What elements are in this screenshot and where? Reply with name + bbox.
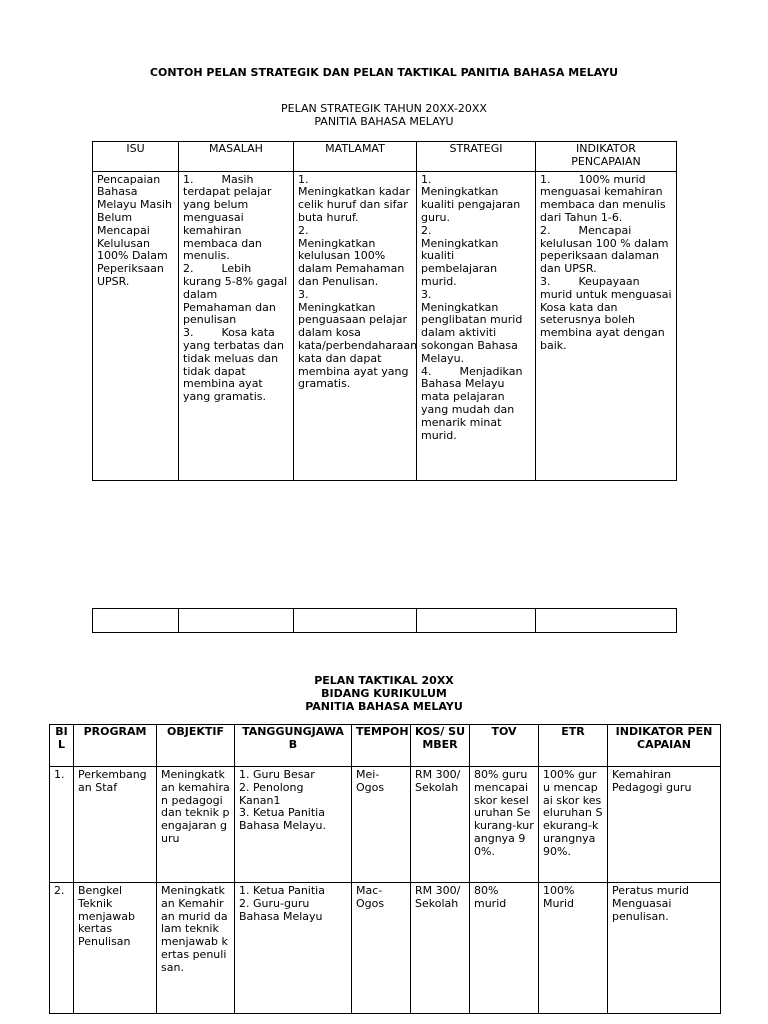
cell-tempoh: Mac-Ogos [352,883,411,1014]
empty-cell [536,609,677,633]
cell-masalah [179,171,294,480]
empty-cell [417,609,536,633]
table-row [50,767,721,883]
list-item: 2. Mencapai kelulusan 100 % dalam peperiksaan dalaman dan UPSR. [540,223,669,276]
empty-cell [179,609,294,633]
cell-tempoh: Mei-Ogos [352,767,411,883]
cell-bil: 1. [50,767,74,883]
cell-bil: 2. [50,883,74,1014]
list-item: 1. Ketua Panitia [239,884,325,897]
list-item: 4. Menjadikan Bahasa Melayu mata pelajaran yang mudah dan menarik minat murid. [421,364,523,442]
table-row [50,883,721,1014]
cell-strategi [417,171,536,480]
cell-program: Perkembangan Staf [74,767,157,883]
list-item: 3. Ketua Panitia Bahasa Melayu. [239,806,327,833]
cell-isu: Pencapaian Bahasa Melayu Masih Belum Mencapai Kelulusan 100% Dalam Peperiksaan UPSR. [93,171,179,480]
list-item: 2. Lebih kurang 5-8% gagal dalam Pemahaman dan penulisan [183,262,288,327]
main-title: CONTOH PELAN STRATEGIK DAN PELAN TAKTIKAL PANITIA BAHASA MELAYU [149,66,619,79]
list-item: 2. Meningkatkan kualiti pembelajaran murid. [421,223,499,288]
list-item: 1. Meningkatkan kadar celik huruf dan sifar buta huruf. [298,172,411,224]
header-bil: BIL [50,725,74,767]
tactical-subtitle-2: PANITIA BAHASA MELAYU [305,700,463,713]
empty-cell [93,609,179,633]
tactical-subtitle: BIDANG KURIKULUM [321,687,447,700]
header-etr: ETR [539,725,608,767]
header-indikator: INDIKATOR PENCAPAIAN [536,142,677,172]
list-item: 2. Penolong Kanan1 [239,780,304,807]
list-item: 3. Keupayaan murid untuk menguasai Kosa kata dan seterusnya boleh membina ayat dengan baik. [540,274,672,352]
empty-cell [294,609,417,633]
cell-objektif: Meningkatkan Kemahiran murid dalam teknik menjawab kertas penulisan. [157,883,235,1014]
header-program: PROGRAM [74,725,157,767]
header-masalah: MASALAH [179,142,294,172]
list-item: 1. Meningkatkan kualiti pengajaran guru. [421,172,521,224]
header-kos: KOS/ SUMBER [411,725,470,767]
list-item: 3. Kosa kata yang terbatas dan tidak meluas dan tidak dapat membina ayat yang gramatis. [183,326,285,404]
cell-indikator [536,171,677,480]
tactical-header-row [50,725,721,767]
empty-table-row [92,608,677,633]
cell-tov: 80% murid [470,883,539,1014]
header-tempoh: TEMPOH [352,725,411,767]
list-item: 3. Meningkatkan penglibatan murid dalam aktiviti sokongan Bahasa Melayu. [421,287,523,365]
strategic-plan-table [92,141,677,481]
strategic-title: PELAN STRATEGIK TAHUN 20XX-20XX [281,102,487,115]
list-item: 3. Meningkatkan penguasaan pelajar dalam kosa kata/perbendaharaan kata dan dapat membina ayat yang gramatis. [298,287,418,391]
cell-tanggungjawab [235,767,352,883]
cell-matlamat [294,171,417,480]
cell-etr: 100% Murid [539,883,608,1014]
cell-etr: 100% guru mencapai skor keseluruhan Sekurang-kurangnya 90%. [539,767,608,883]
header-objektif: OBJEKTIF [157,725,235,767]
strategic-subtitle: PANITIA BAHASA MELAYU [314,115,454,128]
header-indikator: INDIKATOR PENCAPAIAN [608,725,721,767]
list-item: 2. Guru-guru Bahasa Melayu [239,896,323,923]
list-item: 1. Masih terdapat pelajar yang belum menguasai kemahiran membaca dan menulis. [183,172,272,263]
strategic-body-row [93,171,677,480]
cell-tanggungjawab [235,883,352,1014]
list-item: 2. Meningkatkan kelulusan 100% dalam Pemahaman dan Penulisan. [298,223,405,288]
tactical-title: PELAN TAKTIKAL 20XX [314,674,454,687]
header-isu: ISU [93,142,179,172]
cell-indikator: Kemahiran Pedagogi guru [608,767,721,883]
cell-tov: 80% guru mencapai skor keseluruhan Sekurang-kurangnya 90%. [470,767,539,883]
tactical-plan-table [49,724,721,1014]
cell-program: Bengkel Teknik menjawab kertas Penulisan [74,883,157,1014]
empty-row [93,609,677,633]
list-item: 1. 100% murid menguasai kemahiran membaca dan menulis dari Tahun 1-6. [540,172,666,224]
cell-kos: RM 300/ Sekolah [411,767,470,883]
cell-objektif: Meningkatkan kemahiran pedagogi dan teknik pengajaran guru [157,767,235,883]
header-strategi: STRATEGI [417,142,536,172]
header-tov: TOV [470,725,539,767]
list-item: 1. Guru Besar [239,768,315,781]
header-matlamat: MATLAMAT [294,142,417,172]
strategic-header-row [93,142,677,172]
cell-kos: RM 300/ Sekolah [411,883,470,1014]
header-tanggungjawab: TANGGUNGJAWAB [235,725,352,767]
cell-indikator: Peratus murid Menguasai penulisan. [608,883,721,1014]
